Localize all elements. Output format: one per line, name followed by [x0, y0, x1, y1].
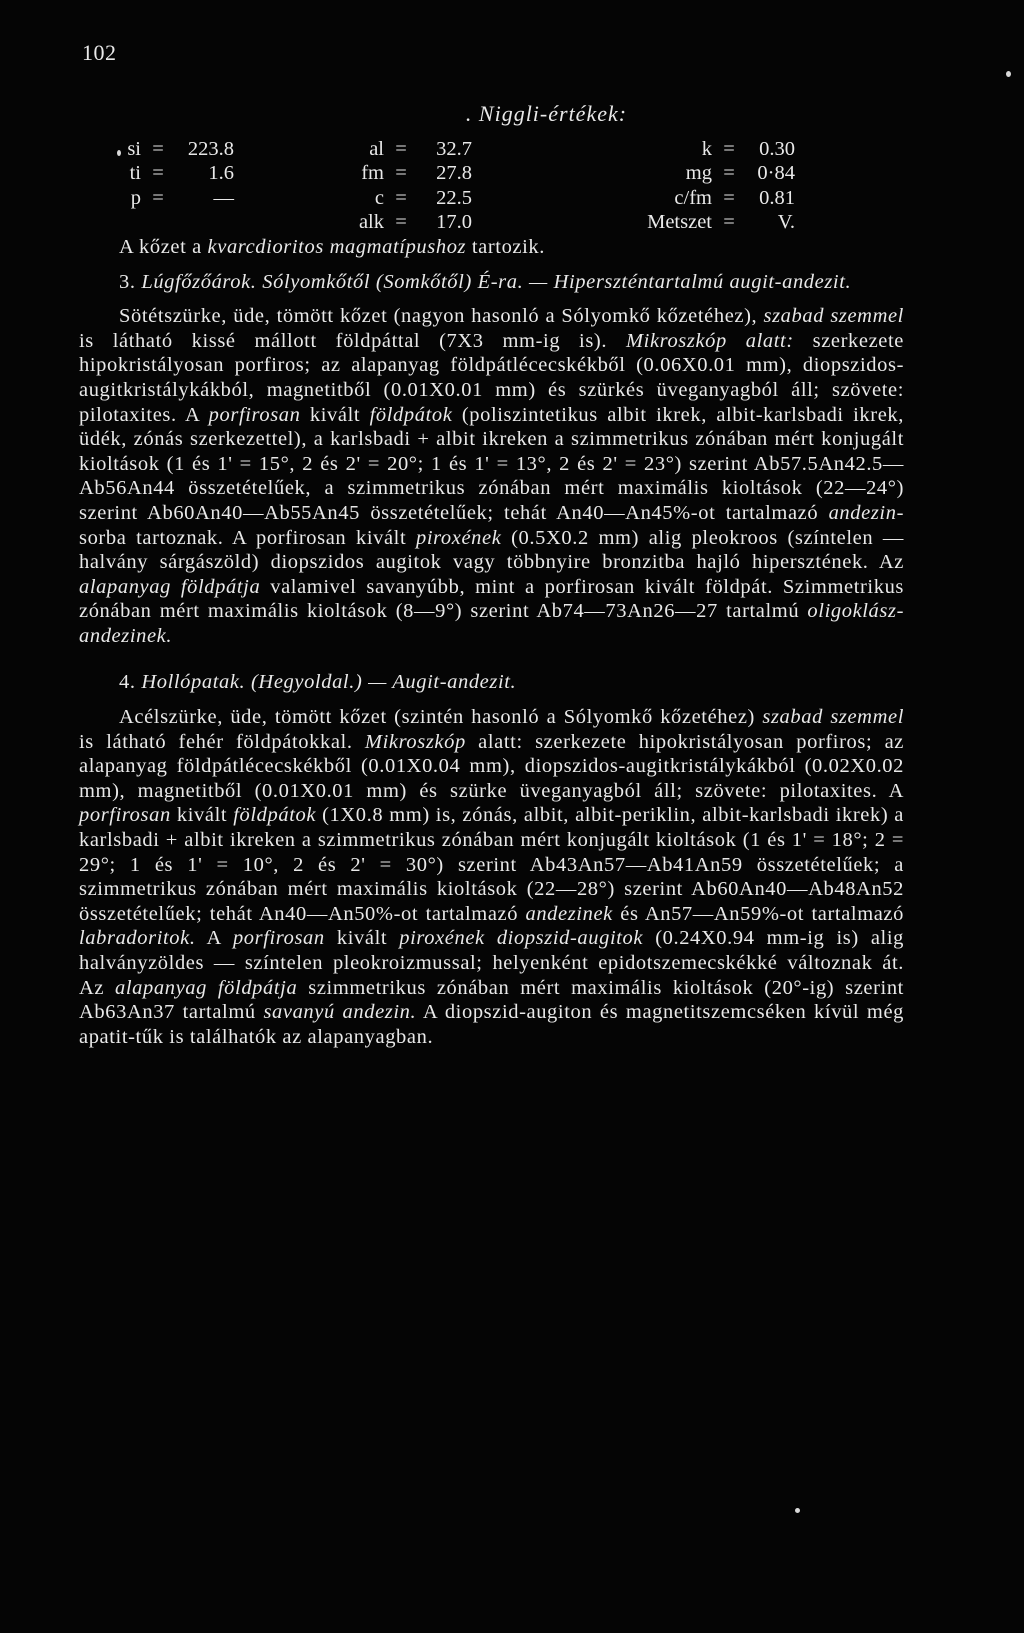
- section-title: Hollópatak. (Hegyoldal.) — Augit-andezit.: [141, 671, 517, 694]
- text-run: Acélszürke, üde, tömött kőzet (szintén hasonló a Sólyomkő kőzetéhez): [119, 706, 763, 729]
- niggli-label: [109, 210, 147, 235]
- italic-term: piroxének: [415, 526, 502, 549]
- niggli-value: —: [213, 186, 234, 209]
- section-number: 4.: [119, 671, 142, 694]
- spacer: [79, 260, 904, 270]
- equals-sign: =: [152, 186, 164, 209]
- table-row: [109, 186, 795, 211]
- niggli-value: 0.30: [759, 137, 795, 160]
- italic-term: porfirosan: [208, 403, 301, 426]
- text-run: kivált: [300, 403, 370, 426]
- italic-term: savanyú andezin.: [263, 1001, 417, 1024]
- italic-term: oligoklász-andezinek.: [79, 600, 904, 647]
- niggli-label: k: [701, 137, 712, 160]
- section-title: Lúgfőzőárok. Sólyomkőtől (Somkőtől) É-ra. — Hiperszténtartalmú augit-andezit.: [141, 270, 852, 293]
- niggli-value: 27.8: [436, 162, 472, 185]
- niggli-label: si: [127, 137, 141, 160]
- section-3-description: [79, 304, 904, 648]
- niggli-label: c: [374, 186, 384, 209]
- italic-term: alapanyag földpátja: [79, 575, 261, 598]
- italic-term: piroxének diopszid-augitok: [399, 927, 644, 950]
- rock-classification: [79, 235, 904, 260]
- section-4-description: [79, 705, 904, 1049]
- scan-speck: [795, 1508, 800, 1513]
- text-run: tartozik.: [466, 235, 546, 258]
- niggli-value: [169, 210, 234, 235]
- equals-sign: =: [723, 137, 735, 160]
- niggli-value: 0·84: [757, 162, 795, 185]
- niggli-heading: . Niggli-értékek:: [465, 101, 628, 126]
- niggli-value: 223.8: [187, 137, 234, 160]
- text-run: (poliszintetikus albit ikrek, albit-karlsbadi ikrek, üdék, zónás szerkezettel), a karlsbadi + albit ikreken a szimmetrikus zónában mért konjugált kioltások (1 és 1' = 15°, 2 és 2' = 20°; 1 és 1' = 13°, 2 és 2' = 23°) szerint Ab57.5An42.5—Ab56An44 összetételűek, a szimmetrikus zónában mért maximális kioltások (22—24°) szerint Ab60An40—Ab55An45 összetételűek; tehát An40—An45%-ot tartalmazó: [79, 403, 904, 524]
- equals-sign: =: [395, 137, 407, 160]
- niggli-value: V.: [777, 211, 795, 234]
- italic-term: andezinek: [525, 902, 613, 925]
- italic-term: porfirosan: [79, 804, 171, 827]
- table-row: [109, 161, 795, 186]
- text-run: Sötétszürke, üde, tömött kőzet (nagyon hasonló a Sólyomkő kőzetéhez),: [119, 305, 764, 328]
- text-run: szimmetrikus zónában mért maximális kioltások (20°-ig) szerint Ab63An37 tartalmú: [79, 976, 904, 1024]
- text-run: szerkezete hipokristályosan porfiros; az alapanyag földpátlécecskékből (0.06X0.01 mm), diopszidos-augitkristálykákból, magnetitből (0.01X0.01 mm) és szürkés üveganyagból áll; szövete: pilotaxites. A: [79, 329, 904, 426]
- italic-term: Mikroszkóp alatt:: [625, 329, 794, 352]
- niggli-label: ti: [129, 162, 141, 185]
- niggli-label: Metszet: [647, 211, 712, 234]
- italic-term: szabad szemmel: [762, 706, 904, 729]
- niggli-label: mg: [685, 162, 712, 185]
- table-row: [109, 137, 795, 162]
- section-4-title: [79, 670, 904, 695]
- italic-term: földpátok: [233, 804, 317, 827]
- text-run: A: [195, 927, 233, 950]
- italic-term: kvarcdioritos magmatípushoz: [207, 235, 467, 258]
- section-3-title: [79, 270, 904, 295]
- text-run: is látható kissé mállott földpáttal (7X3 mm-ig is).: [79, 329, 626, 352]
- text-run: valamivel savanyúbb, mint a porfirosan kivált földpát. Szimmetrikus zónában mért maximális kioltások (8—9°) szerint Ab74—73An26—27 tartalmú: [79, 575, 905, 623]
- text-run: (0.24X0.94 mm-ig is) alig halványzöldes — színtelen pleokroizmussal; helyenként epidotszemecskékké változnak át. Az: [79, 927, 904, 999]
- italic-term: alapanyag földpátja: [115, 976, 298, 999]
- text-run: (0.5X0.2 mm) alig pleokroos (színtelen — halvány sárgászöld) diopszidos augitok vagy többnyire bronzitba hajló hipersztének. Az: [79, 526, 904, 574]
- spacer: [79, 294, 904, 304]
- text-run: A kőzet a: [119, 235, 208, 258]
- italic-term: szabad szemmel: [763, 305, 904, 328]
- italic-term: földpátok: [369, 403, 453, 426]
- italic-term: Mikroszkóp: [364, 730, 466, 753]
- italic-term: andezin: [828, 501, 897, 524]
- spacer: [79, 695, 904, 705]
- equals-sign: =: [152, 162, 164, 185]
- section-number: 3.: [119, 270, 142, 293]
- text-run: -sorba tartoznak. A porfirosan kivált: [79, 501, 904, 549]
- italic-term: porfirosan: [232, 927, 325, 950]
- table-row: [109, 210, 795, 235]
- equals-sign: =: [395, 211, 407, 234]
- niggli-label: fm: [361, 162, 384, 185]
- text-run: alatt: szerkezete hipokristályosan porfiros; az alapanyag földpátlécecskékből (0.01X0.04 mm), diopszidos-augitkristálykákból (0.02X0.02 mm), magnetitből (0.01X0.01 mm) és szürke üveganyagból áll; szövete: pilotaxites. A: [79, 730, 904, 802]
- niggli-value: 0.81: [759, 186, 795, 209]
- equals-sign: =: [395, 162, 407, 185]
- scan-speck: [1006, 71, 1011, 77]
- niggli-value: 17.0: [436, 211, 472, 234]
- equals-sign: =: [152, 137, 164, 160]
- empty-cell: [147, 210, 169, 235]
- niggli-value: 1.6: [208, 162, 234, 185]
- equals-sign: =: [723, 211, 735, 234]
- text-run: A diopszid-augiton és magnetitszemcséken kívül még apatit-tűk is találhatók az alapanyagban.: [79, 1001, 904, 1048]
- niggli-values-table: [109, 137, 795, 235]
- italic-term: labradoritok.: [79, 927, 196, 950]
- equals-sign: =: [723, 162, 735, 185]
- page-number: 102: [82, 40, 117, 65]
- niggli-value: 32.7: [436, 137, 472, 160]
- text-run: is látható fehér földpátokkal.: [79, 730, 365, 753]
- page-content: [79, 102, 904, 1049]
- equals-sign: =: [723, 186, 735, 209]
- text-run: (1X0.8 mm) is, zónás, albit, albit-periklin, albit-karlsbadi ikrek) a karlsbadi + albit ikreken a szimmetrikus zónában mért konjugált kioltások (1 és 1' = 18°; 2 = 29°; 1 és 1' = 10°, 2 és 2' = 30°) szerint Ab43An57—Ab41An59 összetételűek; a szimmetrikus zónában mért maximális kioltások (22—28°) szerint Ab60An40—Ab48An52 összetételűek; tehát An40—An50%-ot tartalmazó: [79, 804, 904, 925]
- spacer: [79, 648, 904, 670]
- niggli-label: p: [130, 186, 141, 209]
- text-run: kivált: [324, 927, 400, 950]
- text-run: kivált: [170, 804, 234, 827]
- niggli-label: al: [369, 137, 384, 160]
- niggli-label: c/fm: [674, 186, 712, 209]
- text-run: és An57—An59%-ot tartalmazó: [612, 902, 904, 925]
- niggli-value: 22.5: [436, 186, 472, 209]
- equals-sign: =: [395, 186, 407, 209]
- niggli-label: alk: [358, 211, 384, 234]
